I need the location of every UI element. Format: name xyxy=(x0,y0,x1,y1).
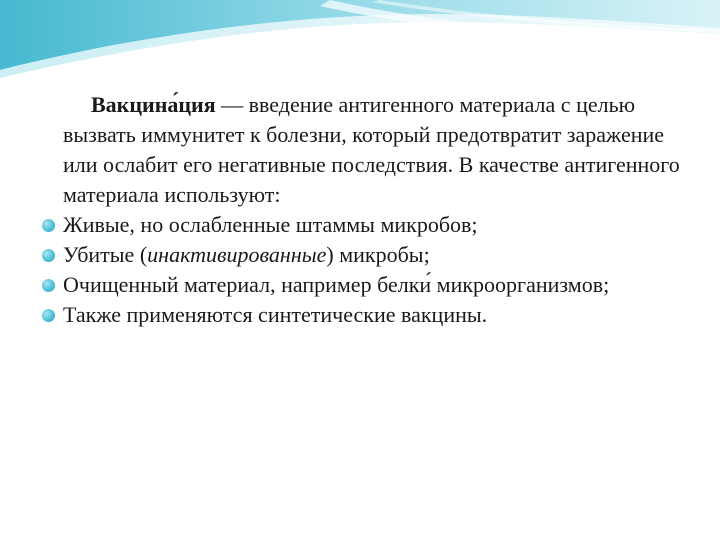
list-item-text: Живые, но ослабленные штаммы микробов; xyxy=(63,212,478,237)
term-vaccination: Вакцина́ция xyxy=(91,92,216,117)
header-wave-decoration xyxy=(0,0,720,80)
bullet-dot-icon xyxy=(42,249,55,262)
list-item xyxy=(40,300,680,330)
bullet-dot-icon xyxy=(42,309,55,322)
list-item xyxy=(40,210,680,240)
intro-paragraph xyxy=(40,90,680,210)
bullet-dot-icon xyxy=(42,219,55,232)
bullet-dot-icon xyxy=(42,279,55,292)
slide-body xyxy=(40,90,680,330)
list-item xyxy=(40,270,680,300)
list-item-text: Также применяются синтетические вакцины. xyxy=(63,302,488,327)
list-item-text-after: ) микробы; xyxy=(326,242,430,267)
material-list xyxy=(40,210,680,330)
term-definition: — введение антигенного материала с целью вызвать иммунитет к болезни, который предотвратит заражение или ослабит его негативные последствия. В качестве антигенного материала используют: xyxy=(63,92,680,207)
list-item-italic-term: инактивированные xyxy=(147,242,327,267)
list-item xyxy=(40,240,680,270)
list-item-text-before: Убитые ( xyxy=(63,242,148,267)
list-item-text: Очищенный материал, например белки́ микроорганизмов; xyxy=(63,272,610,297)
